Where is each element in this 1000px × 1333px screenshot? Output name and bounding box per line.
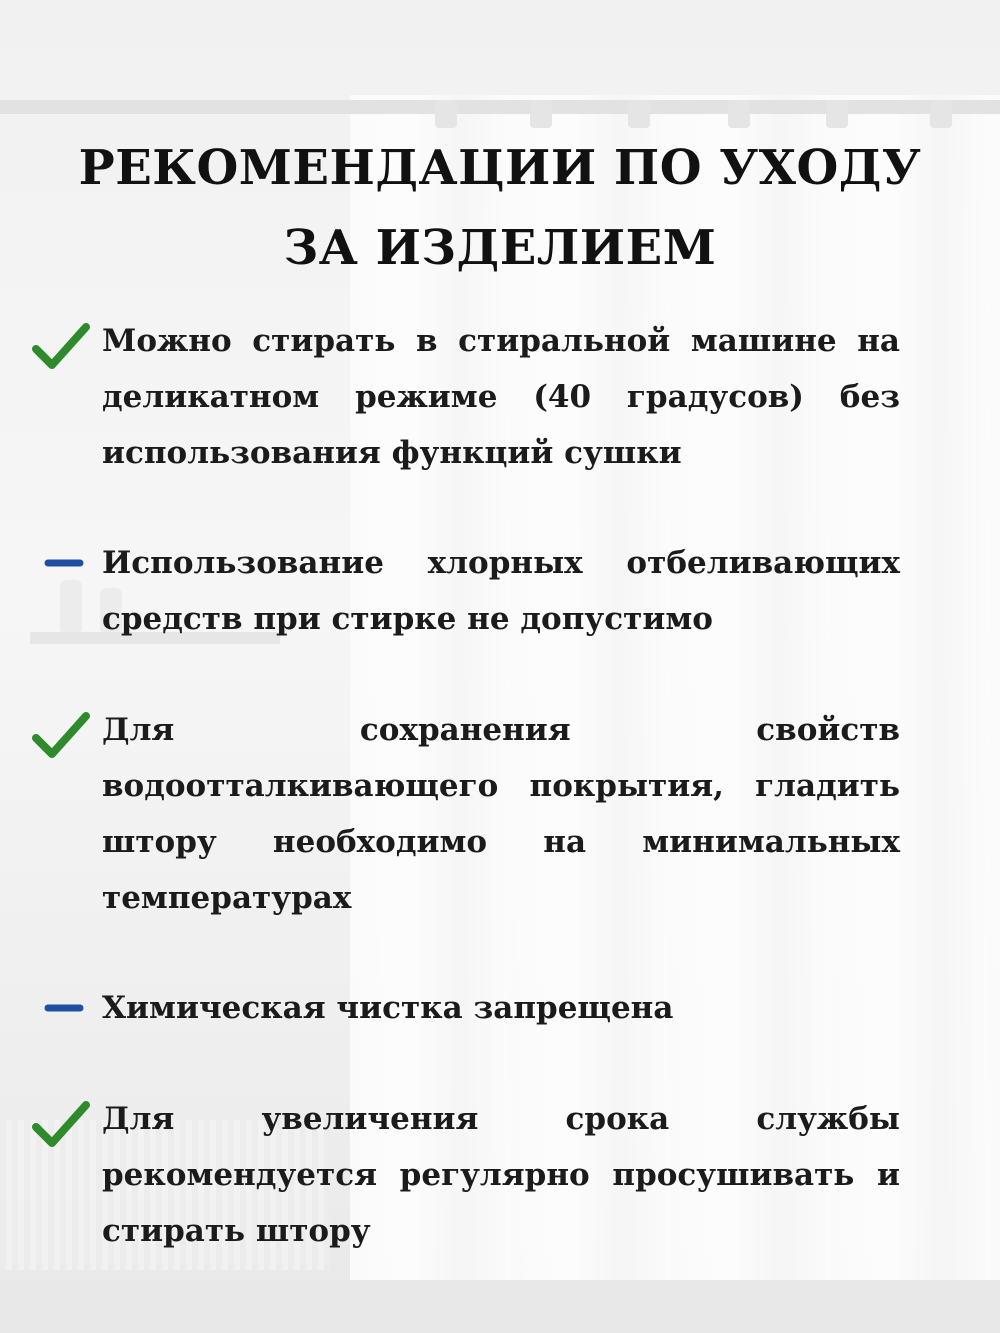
title-line-2: ЗА ИЗДЕЛИЕМ (283, 220, 717, 276)
check-icon (30, 321, 90, 371)
title-line-1: РЕКОМЕНДАЦИИ ПО УХОДУ (78, 140, 922, 196)
check-icon (30, 1099, 90, 1149)
page-title (40, 128, 960, 288)
list-item-text: Использование хлорных отбеливающих средств при стирке не допустимо (102, 545, 900, 637)
check-icon (30, 710, 90, 760)
dash-icon (30, 551, 90, 601)
dash-icon (30, 996, 90, 1046)
list-item-text: Можно стирать в стиральной машине на деликатном режиме (40 градусов) без использования функций сушки (102, 323, 900, 471)
list-item-text: Для сохранения свойств водоотталкивающего покрытия, гладить штору необходимо на минимальных температурах (102, 712, 900, 916)
list-item-text: Химическая чистка запрещена (102, 990, 674, 1026)
list-item-text: Для увеличения срока службы рекомендуется регулярно просушивать и стирать штору (102, 1101, 900, 1249)
